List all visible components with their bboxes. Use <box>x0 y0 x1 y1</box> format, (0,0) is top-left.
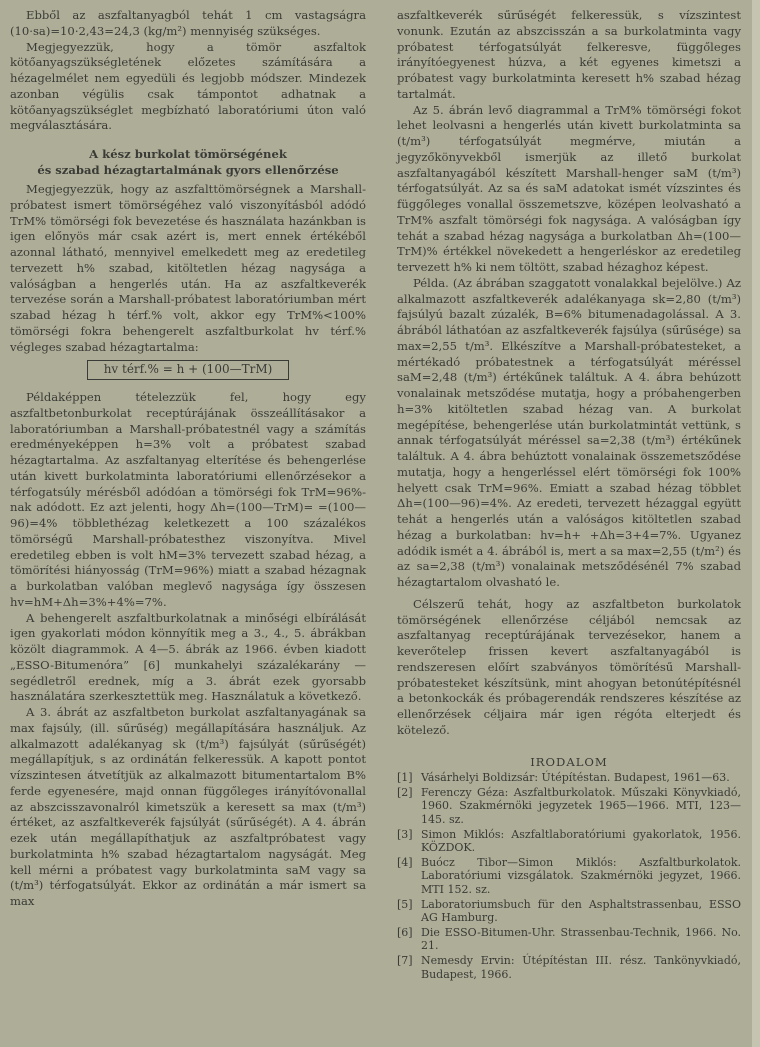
paragraph: Célszerű tehát, hogy az aszfaltbeton burkolatok tömörségének ellenőrzése céljából nemcsak az aszfaltanyag receptúrájának tervezésekor, hanem a keverőtelep frissen kevert aszfaltanyagából is rendszeresen előírt szabványos tömörítésű Marshall-próbatesteket készítsünk, mint ahogyan betonútépítésnél a betonkockák és próbagerendák rendszeres készítése az ellenőrzések céljaira már igen régóta elterjedt és kötelező. <box>397 596 741 737</box>
left-column <box>10 8 366 910</box>
reference-text: Die ESSO-Bitumen-Uhr. Strassenbau-Technik, 1966. No. 21. <box>421 925 741 953</box>
reference-number: [5] <box>397 897 413 911</box>
reference-number: [2] <box>397 785 413 799</box>
paragraph: Példaképpen tételezzük fel, hogy egy aszfaltbetonburkolat receptúrájának összeállításakor a laboratóriumban a Marshall-próbatestnél vagy a számítás eredményeképpen h=3% volt a próbatest szabad hézagtartalma. Az aszfaltanyag elterítése és behengerlése után kivett burkolatminta laboratóriumi ellenőrzésekor a térfogatsúly mérésből adódóan a tömörségi fok TrM=96%-nak adódott. Ez azt jelenti, hogy Δh=(100—TrM)= =(100—96)=4% többlethézag keletkezett a 100 százalékos tömörségű Marshall-próbatesthez viszonyítva. Mivel eredetileg ebben is volt hM=3% tervezett szabad hézag, a tömörítési hiányosság (TrM=96%) miatt a szabad hézagnak a burkolatban valóban meglevő nagysága így összesen hv=hM+Δh=3%+4%=7%. <box>10 390 366 609</box>
section-heading <box>10 146 366 178</box>
references-list <box>397 771 741 981</box>
reference-text: Simon Miklós: Aszfaltlaboratóriumi gyakorlatok, 1956. KÖZDOK. <box>421 827 741 855</box>
paragraph: Megjegyezzük, hogy az aszfalttömörségnek a Marshall-próbatest ismert tömörségéhez való viszonyításból adódó TrM% tömörségi fok bevezetése és használata hazánkban is igen előnyös már csak azért is, mert ennek értékéből azonnal látható, mennyivel emelkedett meg az eredetileg tervezett h% szabad, kitöltetlen hézag nagysága a valóságban a hengerlés után. Ha az aszfaltkeverék tervezése során a Marshall-próbatest laboratóriumban mért szabad hézag h térf.% volt, akkor egy TrM%<100% tömörségi fokra behengerelt aszfaltburkolat hv térf.% végleges szabad hézagtartalma: <box>10 182 366 354</box>
reference-text: Buócz Tibor—Simon Miklós: Aszfaltburkolatok. Laboratóriumi vizsgálatok. Szakmérnöki jegyzet, 1966. MTI 152. sz. <box>421 855 741 896</box>
reference-text: Laboratoriumsbuch für den Asphaltstrassenbau, ESSO AG Hamburg. <box>421 897 741 925</box>
reference-number: [1] <box>397 771 413 785</box>
reference-item <box>397 828 741 855</box>
paragraph: A 3. ábrát az aszfaltbeton burkolat aszfaltanyagának sa max fajsúly, (ill. sűrűség) megállapítására használjuk. Az alkalmazott adalékanyag sk (t/m³) fajsúlyát (sűrűségét) megállapítjuk, s az ordinátán felkeressük. A kapott pontot vízszintesen átvetítjük az alkalmazott bitumentartalom B% ferde egyenesére, majd onnan függőleges irányítóvonallal az abszcisszavonalról kimetszük a keresett sa max (t/m³) értéket, az aszfaltkeverék fajsúlyát (sűrűségét). A 4. ábrán ezek után megállapíthatjuk az aszfaltpróbatest vagy burkolatminta h% szabad hézagtartalom nagyságát. Meg kell mérni a próbatest vagy burkolatminta saM vagy sa (t/m³) térfogatsúlyát. Ekkor az ordinátán a már ismert sa max <box>10 705 366 908</box>
reference-number: [3] <box>397 827 413 841</box>
paragraph: aszfaltkeverék sűrűségét felkeressük, s vízszintest vonunk. Ezután az abszcisszán a sa burkolatminta vagy próbatest térfogatsúlyát felkeresve, függőleges irányítóegyenest húzva, a két egyenes kimetszi a próbatest vagy burkolatminta keresett h% szabad hézag tartalmát. <box>397 8 741 101</box>
boxed-formula: hv térf.% = h + (100—TrM) <box>87 360 289 380</box>
reference-text: Ferenczy Géza: Aszfaltburkolatok. Műszaki Könyvkiadó, 1960. Szakmérnöki jegyzetek 1965—1966. MTI, 123—145. sz. <box>421 785 741 827</box>
section-heading-line: és szabad hézagtartalmának gyors ellenőrzése <box>37 163 339 177</box>
reference-item <box>397 898 741 925</box>
reference-item <box>397 954 741 981</box>
paragraph: Ebből az aszfaltanyagból tehát 1 cm vastagságra (10·sa)=10·2,43=24,3 (kg/m²) mennyiség szükséges. <box>10 8 366 38</box>
paragraph: Megjegyezzük, hogy a tömör aszfaltok kötőanyagszükségletének előzetes számítására a hézagelmélet nem egyedüli és legjobb módszer. Mindezek azonban végülis csak támpontot adhatnak a kötőanyagszükséglet megbízható laboratóriumi úton való megválasztására. <box>10 39 366 133</box>
reference-number: [6] <box>397 925 413 939</box>
reference-text: Nemesdy Ervin: Útépítéstan III. rész. Tankönyvkiadó, Budapest, 1966. <box>421 953 741 981</box>
references-heading: IRODALOM <box>530 754 608 769</box>
page-edge <box>752 0 760 1047</box>
reference-item <box>397 771 741 785</box>
section-heading-line: A kész burkolat tömörségének <box>89 147 287 161</box>
paragraph: Példa. (Az ábrában szaggatott vonalakkal bejelölve.) Az alkalmazott aszfaltkeverék adalékanyaga sk=2,80 (t/m³) fajsúlyú bazalt zúzalék, B=6% bitumenadagolással. A 3. ábrából láthatóan az aszfaltkeverék fajsúlya (sűrűsége) sa max=2,55 t/m³. Elkészítve a Marshall-próbatesteket, a mértékadó próbatestnek a térfogatsúlyát méréssel saM=2,48 (t/m³) értékűnek találtuk. A 4. ábra behúzott vonalainak metsződése mutatja, hogy a próbahengerben h=3% kitöltetlen szabad hézag van. A burkolat megépítése, behengerlése után burkolatmintát vettünk, s annak térfogatsúlyát méréssel sa=2,38 (t/m³) értékűnek találtuk. A 4. ábra behúztott vonalainak összemetsződése mutatja, hogy a hengerléssel elért tömörségi fok 100% helyett csak TrM=96%. Emiatt a szabad hézag többlet Δh=(100—96)=4%. Az eredeti, tervezett hézaggal együtt tehát a hengerlés után a valóságos kitöltetlen szabad hézag a burkolatban: hv=h+ +Δh=3+4=7%. Ugyanez adódik ismét a 4. ábrából is, mert a sa max=2,55 (t/m²) és az sa=2,38 (t/m³) vonalainak metsződésénél 7% szabad hézagtartalom olvasható le. <box>397 275 741 589</box>
paragraph: Az 5. ábrán levő diagrammal a TrM% tömörségi fokot lehet leolvasni a hengerlés után kivett burkolatminta sa (t/m³) térfogatsúlyát megmérve, miután a jegyzőkönyvekből ismerjük az illető burkolat aszfaltanyagából készített Marshall-henger saM (t/m³) térfogatsúlyát. Az sa és saM adatokat ismét vízszintes és függőleges vonallal összemetszve, középen leolvasható a TrM% aszfalt tömörségi fok nagysága. A valóságban így tehát a szabad hézag nagysága a burkolatban Δh=(100—TrM)% értékkel növekedett a hengerléskor az eredetileg tervezett h% ki nem töltött, szabad hézaghoz képest. <box>397 102 741 274</box>
reference-item <box>397 856 741 897</box>
reference-number: [7] <box>397 953 413 967</box>
right-column <box>397 8 741 982</box>
reference-item <box>397 786 741 827</box>
reference-number: [4] <box>397 855 413 869</box>
reference-text: Vásárhelyi Boldizsár: Útépítéstan. Budapest, 1961—63. <box>421 771 730 785</box>
paragraph: A behengerelt aszfaltburkolatnak a minőségi elbírálását igen gyakorlati módon könnyítik meg a 3., 4., 5. ábrákban közölt diagrammok. A 4—5. ábrák az 1966. évben kiadott „ESSO-Bitumenóra” [6] munkahelyi százalékarány — segédletről erednek, míg a 3. ábrát ezek gyorsabb használatára szerkesztettük meg. Használatuk a következő. <box>10 610 366 704</box>
reference-item <box>397 926 741 953</box>
